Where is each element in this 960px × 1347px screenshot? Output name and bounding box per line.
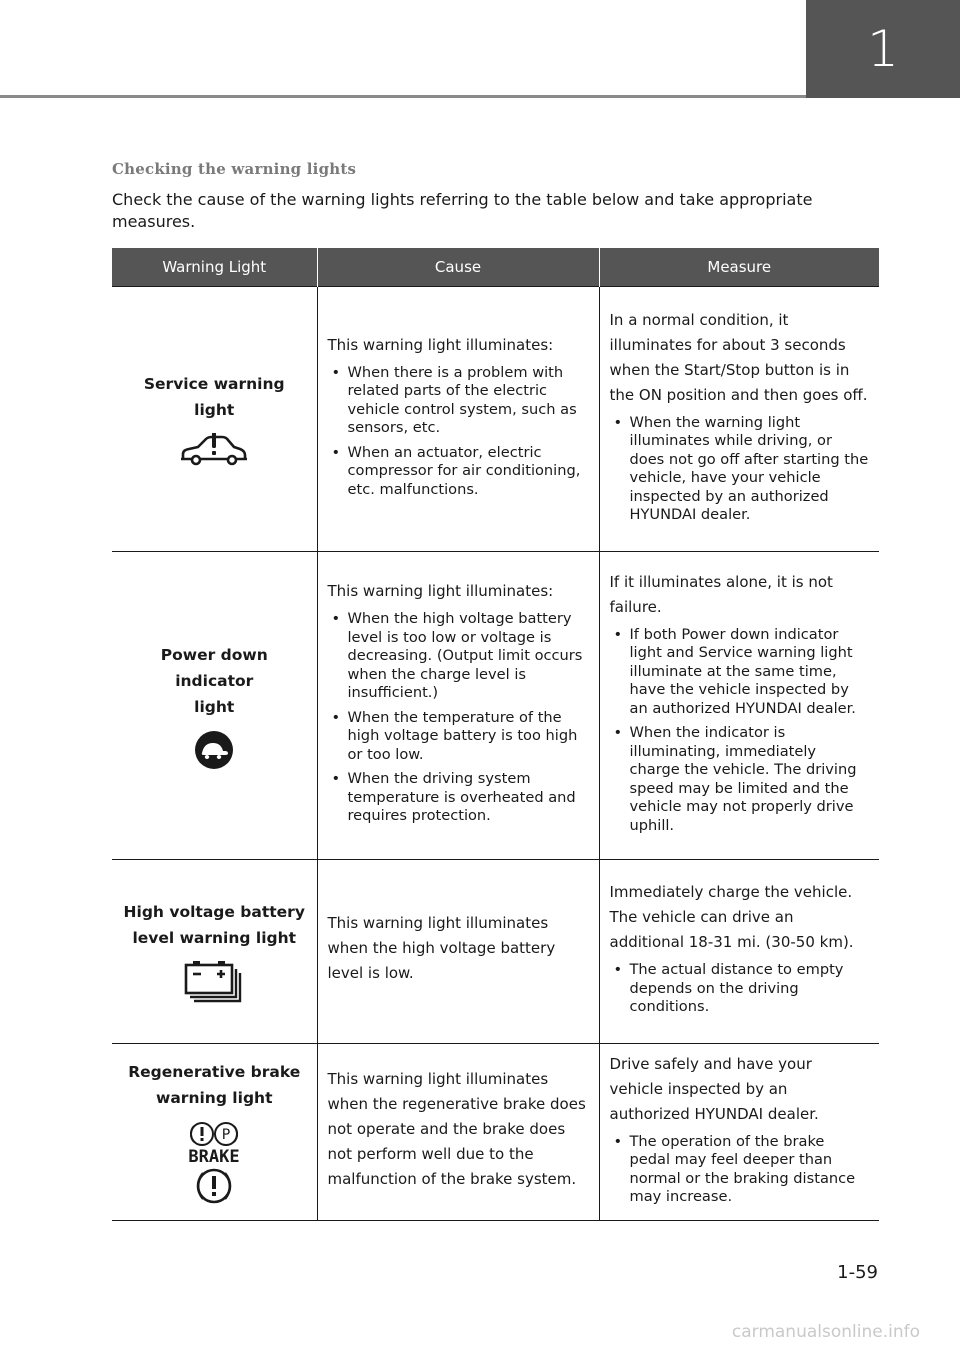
- warning-light-name: High voltage battery level warning light: [123, 902, 305, 947]
- list-item: • If both Power down indicator light and Service warning light illuminate at the same time, have the vehicle inspected by an authorized HYUNDAI dealer.: [610, 626, 870, 719]
- measure-bullets: [610, 414, 870, 525]
- list-item: • When an actuator, electric compressor for air conditioning, etc. malfunctions.: [328, 444, 589, 500]
- chapter-tab: [806, 0, 960, 98]
- table-row: [112, 1044, 879, 1221]
- measure-text: Immediately charge the vehicle. The vehicle can drive an additional 18-31 mi. (30-50 km).: [609, 883, 854, 952]
- measure-cell: [599, 287, 879, 552]
- table-row: [112, 287, 879, 552]
- warning-light-name: Regenerative brake warning light: [128, 1063, 301, 1107]
- header-cause: Cause: [317, 248, 599, 287]
- brake-icon-p: P: [222, 1127, 231, 1143]
- page-number: 1-59: [837, 1262, 878, 1283]
- cause-text: This warning light illuminates when the regenerative brake does not operate and the brake does not perform well due to the malfunction of the brake system.: [327, 1069, 586, 1188]
- list-item: • When the indicator is illuminating, immediately charge the vehicle. The driving speed may be limited and the vehicle may not properly drive uphill.: [610, 724, 870, 835]
- cause-cell: [317, 552, 599, 860]
- measure-cell: [599, 552, 879, 860]
- list-item: • The operation of the brake pedal may feel deeper than normal or the braking distance may increase.: [610, 1133, 870, 1207]
- intro-text: Check the cause of the warning lights referring to the table below and take appropriate measures.: [112, 190, 813, 231]
- cause-bullets: [328, 610, 589, 826]
- list-item: • When the temperature of the high voltage battery is too high or too low.: [328, 709, 589, 765]
- watermark: carmanualsonline.info: [731, 1322, 920, 1342]
- warning-lights-table: [112, 248, 879, 1221]
- brake-icon-label: BRAKE: [188, 1147, 240, 1167]
- warning-light-cell: [112, 552, 317, 860]
- measure-cell: [599, 860, 879, 1044]
- warning-light-cell: [112, 287, 317, 552]
- measure-text: If it illuminates alone, it is not failure.: [609, 572, 833, 616]
- cause-text: This warning light illuminates:: [327, 582, 554, 601]
- battery-icon: [184, 961, 244, 1005]
- list-item: • When there is a problem with related parts of the electric vehicle control system, such as sensors, etc.: [328, 364, 589, 438]
- warning-light-cell: [112, 1044, 317, 1221]
- chapter-number: 1: [867, 20, 899, 78]
- service-warning-car-icon: [178, 433, 250, 467]
- measure-cell: [599, 1044, 879, 1221]
- list-item: • When the driving system temperature is overheated and requires protection.: [328, 770, 589, 826]
- measure-bullets: [610, 1133, 870, 1207]
- cause-cell: [317, 287, 599, 552]
- turtle-icon: [194, 730, 234, 770]
- cause-bullets: [328, 364, 589, 500]
- table-row: [112, 860, 879, 1044]
- header-measure: Measure: [599, 248, 879, 287]
- list-item: • The actual distance to empty depends on the driving conditions.: [610, 961, 870, 1017]
- list-item: • When the warning light illuminates while driving, or does not go off after starting the vehicle, have your vehicle inspected by an authorized HYUNDAI dealer.: [610, 414, 870, 525]
- measure-text: Drive safely and have your vehicle inspected by an authorized HYUNDAI dealer.: [609, 1054, 819, 1123]
- measure-bullets: [610, 626, 870, 836]
- cause-cell: [317, 1044, 599, 1221]
- measure-text: In a normal condition, it illuminates for about 3 seconds when the Start/Stop button is in the ON position and then goes off.: [609, 310, 868, 404]
- cause-text: This warning light illuminates when the high voltage battery level is low.: [327, 914, 556, 982]
- header-rule: [0, 95, 806, 98]
- section-title: Checking the warning lights: [112, 160, 357, 178]
- header-warning-light: Warning Light: [112, 248, 317, 287]
- brake-warning-icon: [184, 1121, 244, 1205]
- measure-bullets: [610, 961, 870, 1017]
- cause-cell: [317, 860, 599, 1044]
- cause-text: This warning light illuminates:: [327, 335, 554, 354]
- table-row: [112, 552, 879, 860]
- warning-light-name: Service warning light: [143, 375, 285, 419]
- list-item: • When the high voltage battery level is too low or voltage is decreasing. (Output limit occurs when the charge level is insufficient.): [328, 610, 589, 703]
- table-header-row: [112, 248, 879, 287]
- warning-light-name: Power down indicator light: [160, 645, 268, 716]
- warning-light-cell: [112, 860, 317, 1044]
